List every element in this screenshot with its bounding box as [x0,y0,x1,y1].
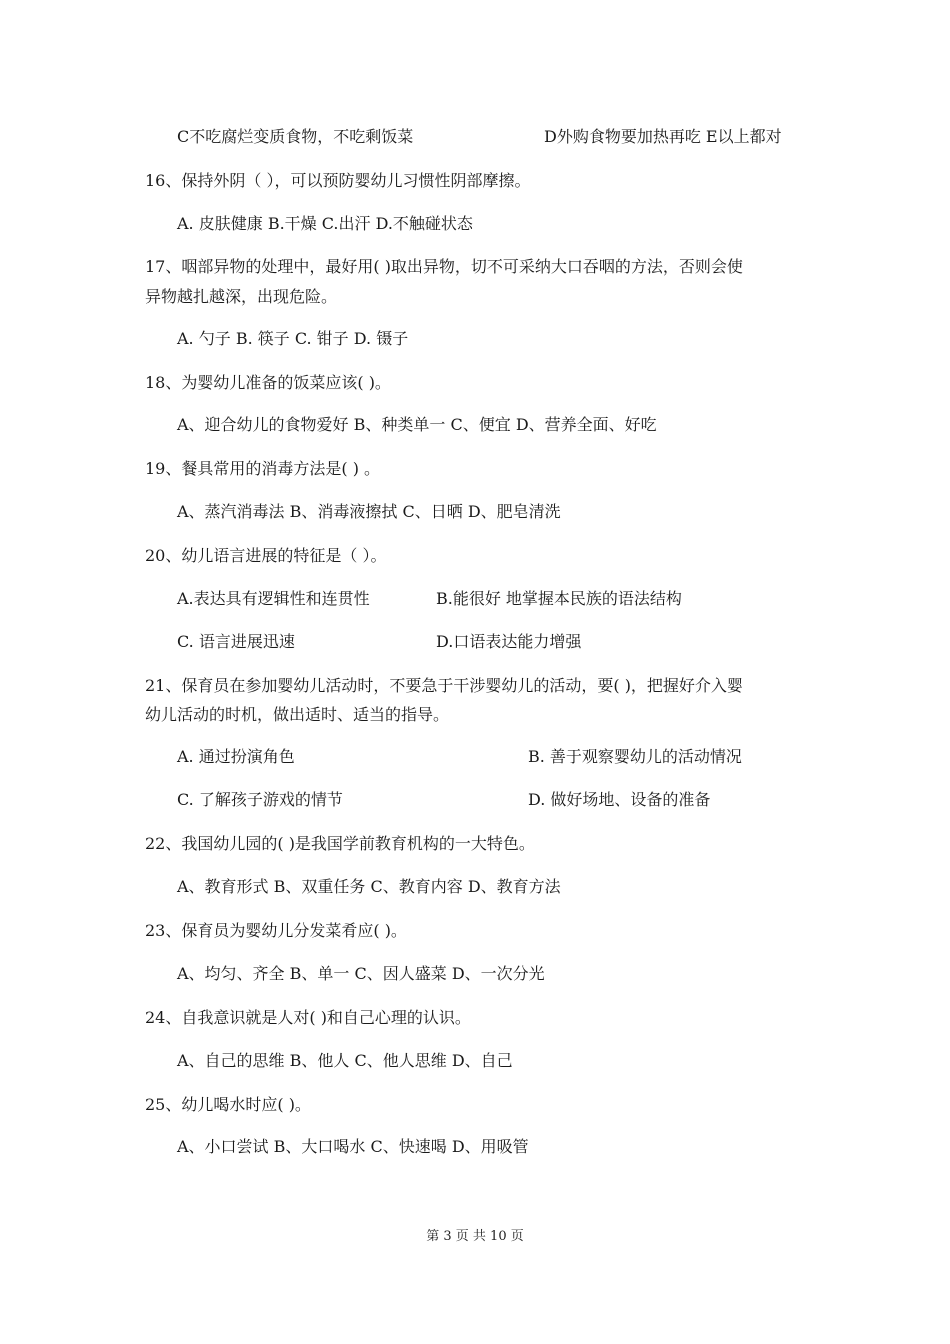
question-23-options: A、均匀、齐全 B、单一 C、因人盛菜 D、一次分光 [177,964,545,983]
question-20-option-b: B.能很好 地掌握本民族的语法结构 [436,589,682,608]
question-19-options: A、蒸汽消毒法 B、消毒液擦拭 C、日晒 D、肥皂清洗 [177,502,561,521]
question-19: 19、餐具常用的消毒方法是( ) 。 [145,459,381,478]
question-17-options: A. 勺子 B. 筷子 C. 钳子 D. 镊子 [177,329,409,348]
question-25: 25、幼儿喝水时应( )。 [145,1095,311,1114]
question-24-options: A、自己的思维 B、他人 C、他人思维 D、自己 [177,1051,513,1070]
question-17-line2: 异物越扎越深，出现危险。 [145,287,338,306]
question-16: 16、保持外阴（ ），可以预防婴幼儿习惯性阴部摩擦。 [145,171,531,190]
question-21-option-a: A. 通过扮演角色 [177,747,295,766]
question-20-option-d: D.口语表达能力增强 [436,632,582,651]
question-25-options: A、小口尝试 B、大口喝水 C、快速喝 D、用吸管 [177,1137,529,1156]
page-number-footer: 第 3 页 共 10 页 [426,1229,524,1244]
question-24: 24、自我意识就是人对( )和自己心理的认识。 [145,1008,471,1027]
question-17-line1: 17、咽部异物的处理中，最好用( )取出异物，切不可采纳大口吞咽的方法，否则会使 [145,257,743,276]
question-18-options: A、迎合幼儿的食物爱好 B、种类单一 C、便宜 D、营养全面、好吃 [177,415,657,434]
q15-option-c: C不吃腐烂变质食物，不吃剩饭菜 [177,127,414,146]
question-20-option-c: C. 语言进展迅速 [177,632,295,651]
question-22-options: A、教育形式 B、双重任务 C、教育内容 D、教育方法 [177,877,561,896]
question-21-option-d: D. 做好场地、设备的准备 [528,790,711,809]
question-16-options: A. 皮肤健康 B.干燥 C.出汗 D.不触碰状态 [177,214,473,233]
question-20: 20、幼儿语言进展的特征是（ ）。 [145,546,387,565]
question-22: 22、我国幼儿园的( )是我国学前教育机构的一大特色。 [145,834,535,853]
question-21-option-c: C. 了解孩子游戏的情节 [177,790,343,809]
question-18: 18、为婴幼儿准备的饭菜应该( )。 [145,373,391,392]
question-23: 23、保育员为婴幼儿分发菜肴应( )。 [145,921,407,940]
question-21-line2: 幼儿活动的时机，做出适时、适当的指导。 [145,705,450,724]
question-20-option-a: A.表达具有逻辑性和连贯性 [177,589,370,608]
question-21-line1: 21、保育员在参加婴幼儿活动时，不要急于干涉婴幼儿的活动，要( )，把握好介入婴 [145,676,743,695]
question-21-option-b: B. 善于观察婴幼儿的活动情况 [528,747,742,766]
q15-option-de: D外购食物要加热再吃 E以上都对 [544,127,782,146]
